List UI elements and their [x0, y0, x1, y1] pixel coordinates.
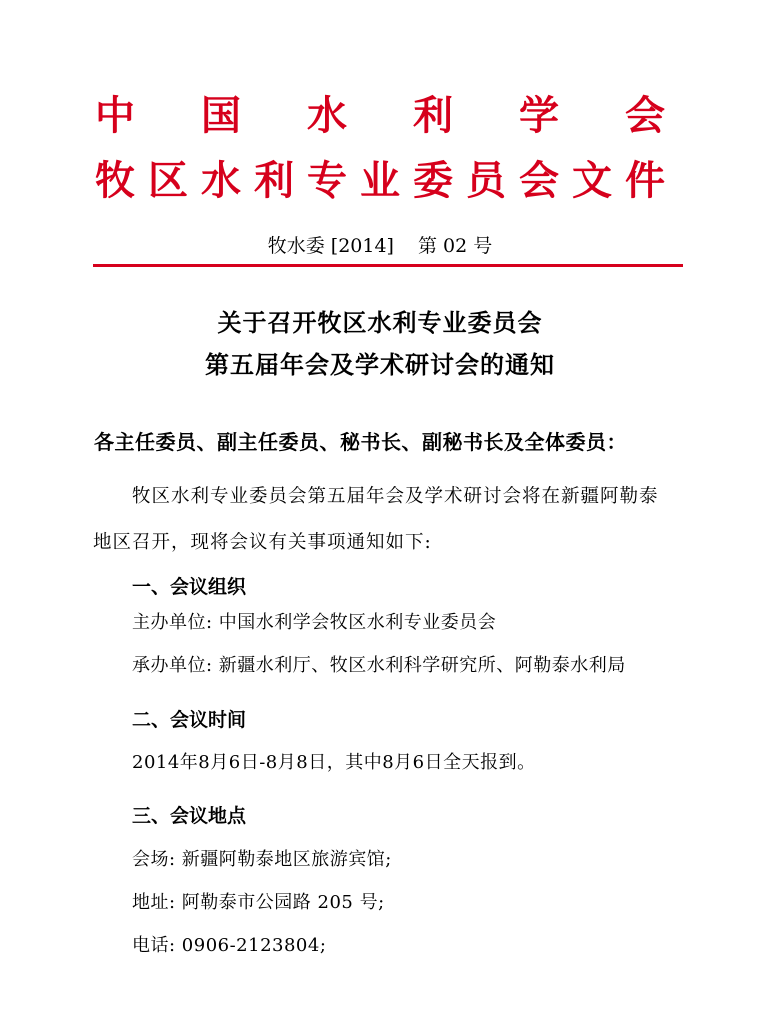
header-char: 水	[307, 93, 347, 139]
header-char: 国	[201, 93, 241, 139]
intro-line-1: 牧区水利专业委员会第五届年会及学术研讨会将在新疆阿勒泰	[132, 486, 659, 507]
section-heading-time: 二、会议时间	[132, 709, 247, 731]
meeting-time: 2014年8月6日-8月8日，其中8月6日全天报到。	[132, 752, 536, 773]
header-char: 学	[519, 93, 559, 139]
header-line-2	[95, 157, 665, 205]
header-char: 专	[307, 158, 347, 204]
header-char: 利	[413, 93, 453, 139]
header-char: 会	[625, 93, 665, 139]
host-unit: 主办单位: 中国水利学会牧区水利专业委员会	[132, 612, 497, 633]
organizer-unit: 承办单位: 新疆水利厅、牧区水利科学研究所、阿勒泰水利局	[132, 655, 626, 676]
intro-line-2: 地区召开，现将会议有关事项通知如下:	[93, 532, 432, 553]
doc-number-year: [2014]	[330, 235, 394, 257]
header-char: 业	[360, 158, 400, 204]
header-line-1	[95, 92, 665, 140]
header-char: 利	[254, 158, 294, 204]
header-char: 牧	[95, 158, 135, 204]
document-number	[0, 233, 760, 259]
recipients: 各主任委员、副主任委员、秘书长、副秘书长及全体委员：	[94, 430, 627, 454]
address: 地址: 阿勒泰市公园路 205 号;	[132, 892, 385, 913]
header-char: 区	[148, 158, 188, 204]
notice-title-line-1: 关于召开牧区水利专业委员会	[217, 309, 543, 337]
header-char: 员	[466, 158, 506, 204]
header-char: 中	[95, 93, 135, 139]
header-char: 水	[201, 158, 241, 204]
phone: 电话: 0906-2123804;	[132, 935, 327, 956]
notice-title-line-2: 第五届年会及学术研讨会的通知	[205, 351, 555, 379]
doc-number-seq: 第 02 号	[418, 235, 493, 257]
doc-number-prefix: 牧水委	[267, 235, 325, 257]
header-char: 文	[572, 158, 612, 204]
header-divider	[93, 264, 683, 267]
header-char: 委	[413, 158, 453, 204]
header-char: 件	[625, 158, 665, 204]
section-heading-place: 三、会议地点	[132, 805, 247, 827]
section-heading-organization: 一、会议组织	[132, 576, 247, 598]
header-char: 会	[519, 158, 559, 204]
venue: 会场: 新疆阿勒泰地区旅游宾馆;	[132, 849, 392, 870]
